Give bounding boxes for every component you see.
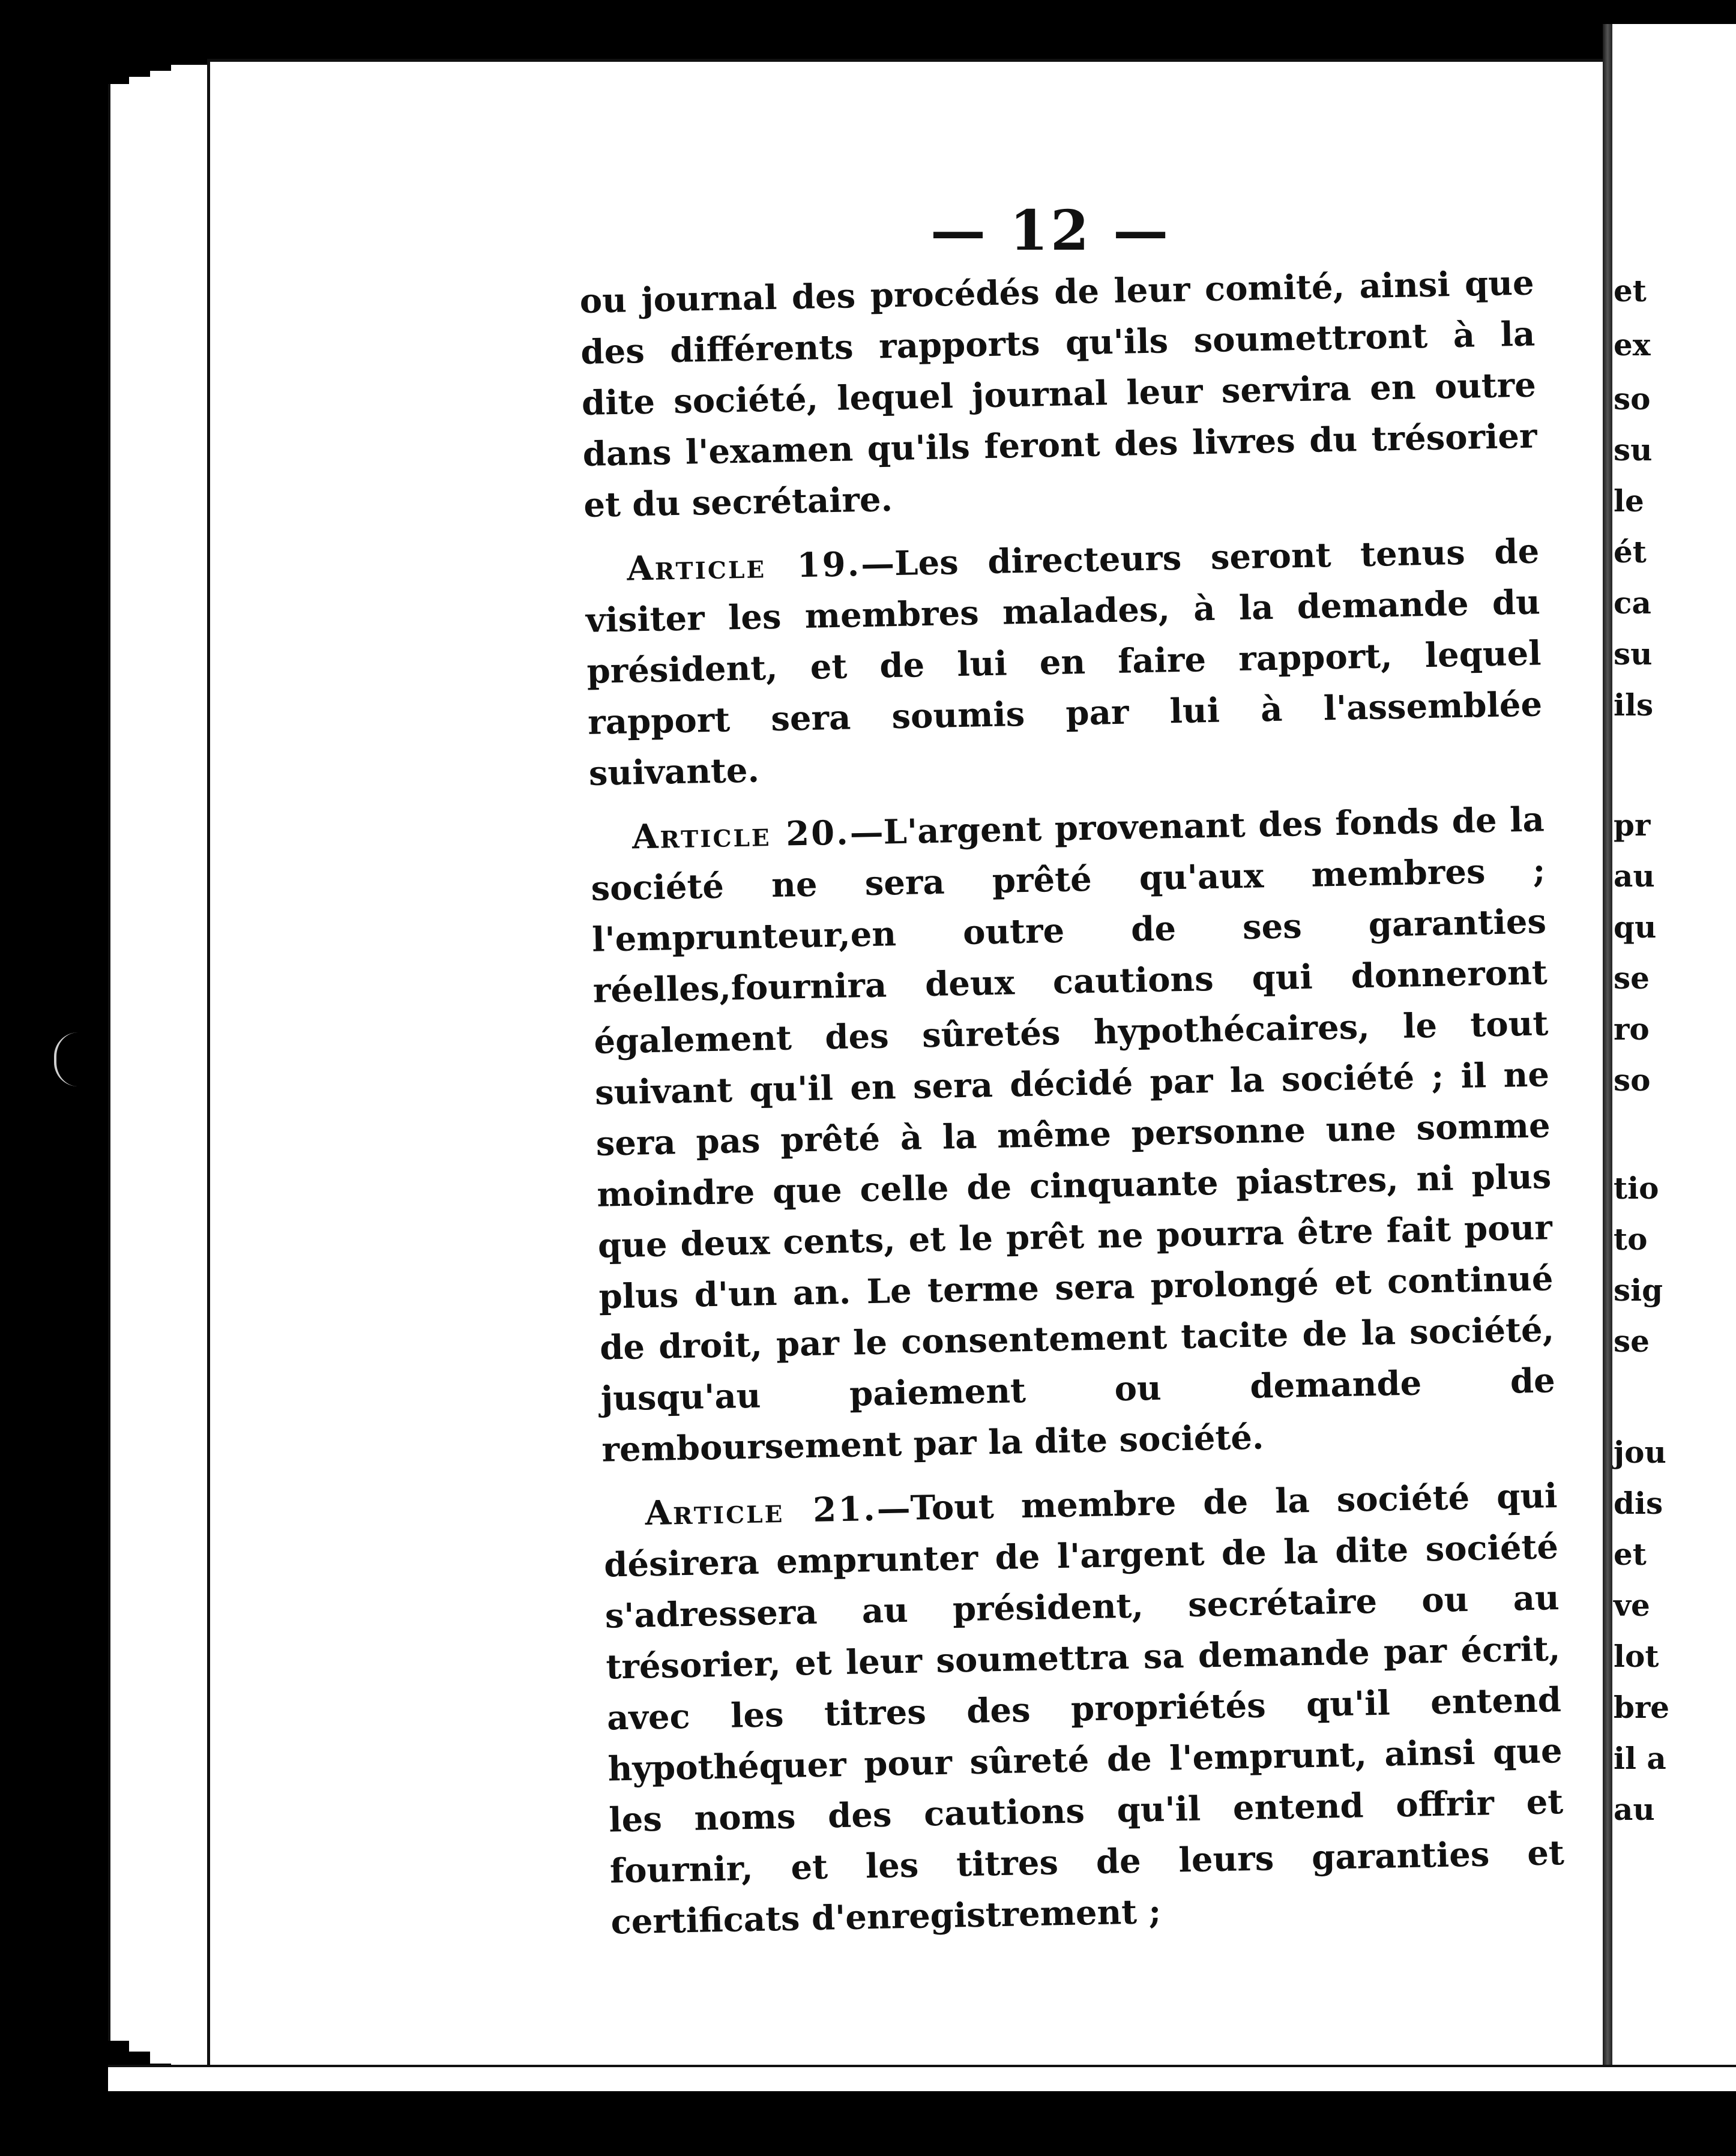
facing-fragment: su bbox=[1614, 636, 1653, 672]
book-gutter bbox=[1603, 24, 1612, 2083]
page-number: — 12 — bbox=[930, 198, 1171, 263]
facing-fragment: se bbox=[1614, 1323, 1650, 1359]
facing-fragment: le bbox=[1614, 483, 1644, 519]
facing-fragment: tio bbox=[1614, 1170, 1659, 1206]
facing-fragment: ex bbox=[1614, 327, 1651, 363]
paragraph-text: ou journal des procédés de leur comité, ainsi que des différents rapports qu'ils soumettront à la dite société, lequel journal leur servira en outre dans l'examen qu'ils feront des livres du trésorier et du secrétaire. bbox=[579, 263, 1538, 525]
paragraph-text: —Les directeurs seront tenus de visiter les membres malades, à la demande du président, et de lui en faire rapport, lequel rapport sera soumis par lui à l'assemblée suivante. bbox=[585, 531, 1543, 793]
facing-fragment: au bbox=[1614, 858, 1655, 894]
facing-fragment: dis bbox=[1614, 1486, 1663, 1521]
facing-fragment: pr bbox=[1614, 807, 1651, 843]
paragraph-continuation bbox=[579, 257, 1539, 531]
facing-fragment: sig bbox=[1614, 1272, 1663, 1308]
facing-fragment: to bbox=[1614, 1221, 1648, 1257]
margin-mark bbox=[54, 1032, 80, 1086]
facing-fragment: so bbox=[1614, 1062, 1651, 1098]
facing-fragment: bre bbox=[1614, 1690, 1670, 1725]
facing-fragment: ve bbox=[1614, 1588, 1650, 1623]
facing-fragment: et bbox=[1614, 1537, 1647, 1572]
facing-fragment: ils bbox=[1614, 687, 1654, 723]
page-bottom-edge bbox=[108, 2065, 1736, 2091]
article-label: Article 19. bbox=[626, 544, 861, 589]
article-label: Article 20. bbox=[631, 813, 851, 857]
facing-fragment: et bbox=[1614, 273, 1647, 309]
facing-fragment: so bbox=[1614, 381, 1651, 417]
facing-fragment: lot bbox=[1614, 1639, 1659, 1674]
paragraph-article-20 bbox=[589, 794, 1557, 1475]
facing-fragment: il a bbox=[1614, 1741, 1666, 1776]
paragraph-text: —Tout membre de la société qui désirera emprunter de l'argent de la dite société s'adressera au président, secrétaire ou au trésorier, et leur soumettra sa demande par écrit, avec les titres des propriétés qu'il entend hypothéquer pour sûreté de l'emprunt, ainsi que les noms des cautions qu'il entend offrir et fournir, et les titres de leurs garanties et certificats d'enregistrement ; bbox=[603, 1476, 1565, 1942]
facing-fragment: su bbox=[1614, 432, 1653, 468]
paragraph-text: —L'argent provenant des fonds de la société ne sera prêté qu'aux membres ; l'emprunteur,en outre de ses garanties réelles,fournira deux cautions qui donneront également des sûretés hypothécaires, le tout suivant qu'il en sera décidé par la société ; il ne sera pas prêté à la même personne une somme moindre que celle de cinquante piastres, ni plus que deux cents, et le prêt ne pourra être fait pour plus d'un an. Le terme sera prolongé et continué de droit, par le consentement tacite de la société, jusqu'au paiement ou demande de remboursement par la dite société. bbox=[590, 799, 1556, 1470]
facing-fragment: jou bbox=[1614, 1435, 1666, 1470]
facing-fragment: ca bbox=[1614, 585, 1651, 621]
facing-fragment: qu bbox=[1614, 909, 1657, 945]
paragraph-article-19 bbox=[585, 526, 1544, 799]
paragraph-article-21 bbox=[603, 1471, 1566, 1948]
facing-fragment: ét bbox=[1614, 534, 1647, 570]
page-body bbox=[579, 257, 1566, 1961]
facing-page bbox=[1612, 24, 1736, 2083]
facing-fragment: au bbox=[1614, 1792, 1655, 1827]
facing-fragment: ro bbox=[1614, 1011, 1650, 1047]
facing-fragment: se bbox=[1614, 960, 1650, 996]
article-label: Article 21. bbox=[644, 1489, 878, 1534]
